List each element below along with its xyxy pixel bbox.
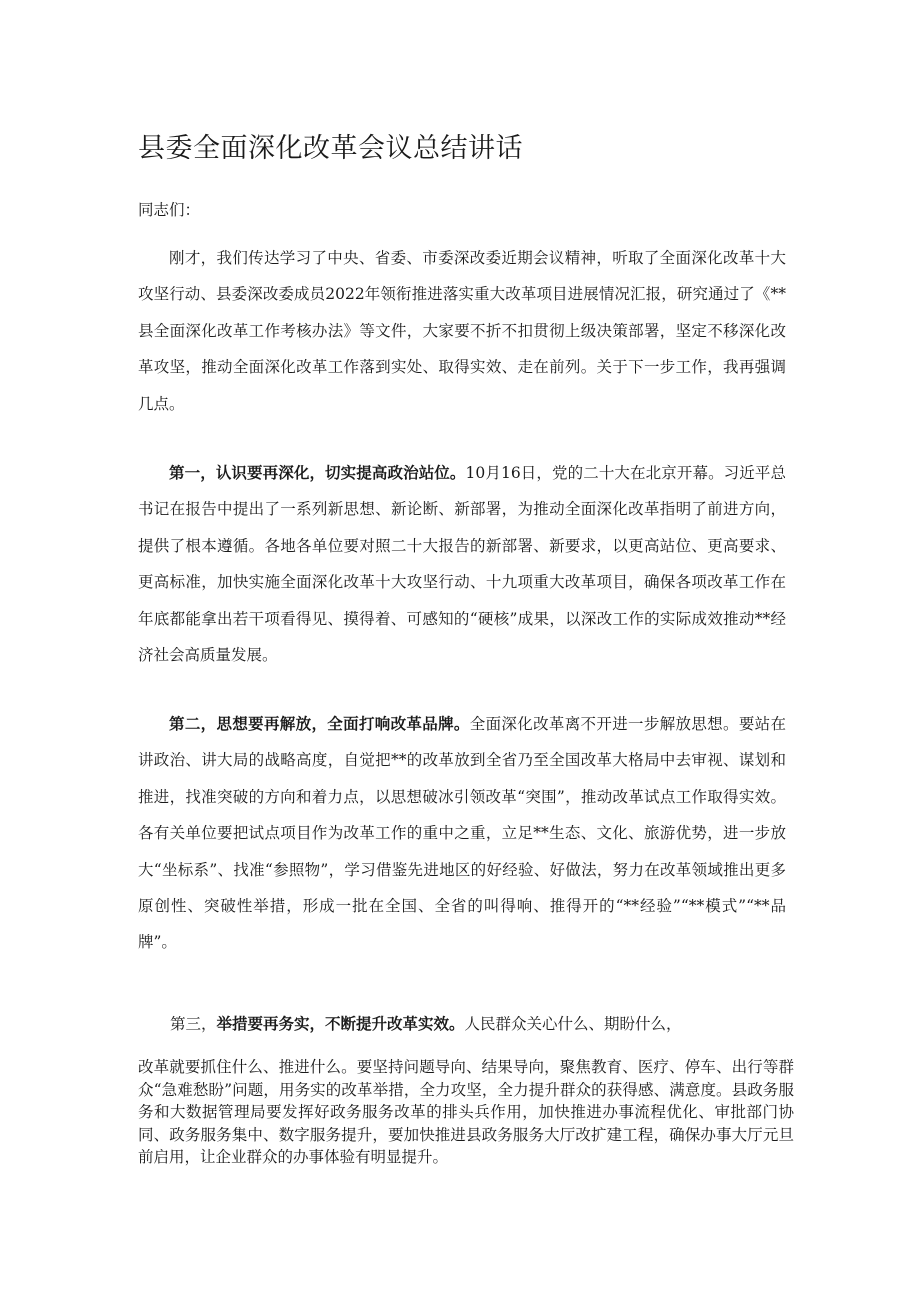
- paragraph-point-one: [138, 455, 786, 673]
- paragraph-lead: 举措要再务实，不断提升改革实效。: [216, 1014, 465, 1033]
- paragraph-point-two: [138, 706, 786, 961]
- document-title: 县委全面深化改革会议总结讲话: [138, 133, 523, 164]
- paragraph-point-three-lead: [170, 1012, 682, 1034]
- paragraph-lead: 第一，认识要再深化，切实提高政治站位。: [169, 463, 466, 482]
- paragraph-tail: 人民群众关心什么、期盼什么，: [464, 1015, 682, 1033]
- paragraph-body: 全面深化改革离不开进一步解放思想。要站在讲政治、讲大局的战略高度，自觉把**的改革放到全省乃至全国改革大格局中去审视、谋划和推进，找准突破的方向和着力点，以思想破冰引领改革“突围”，推动改革试点工作取得实效。各有关单位要把试点项目作为改革工作的重中之重，立足**生态、文化、旅游优势，进一步放大“坐标系”、找准“参照物”，学习借鉴先进地区的好经验、好做法，努力在改革领域推出更多原创性、突破性举措，形成一批在全国、全省的叫得响、推得开的“**经验”“**模式”“**品牌”。: [138, 715, 786, 952]
- paragraph-prefix: 第三，: [170, 1015, 217, 1033]
- paragraph-point-three-body: 改革就要抓住什么、推进什么。要坚持问题导向、结果导向，聚焦教育、医疗、停车、出行等群众“急难愁盼”问题，用务实的改革举措，全力攻坚，全力提升群众的获得感、满意度。县政务服务和大数据管理局要发挥好政务服务改革的排头兵作用，加快推进办事流程优化、审批部门协同、政务服务集中、数字服务提升，要加快推进县政务服务大厅改扩建工程，确保办事大厅元旦前启用，让企业群众的办事体验有明显提升。: [138, 1058, 794, 1166]
- paragraph-intro: [138, 240, 786, 422]
- paragraph-lead: 第二，思想要再解放，全面打响改革品牌。: [169, 714, 470, 733]
- paragraph-body: 刚才，我们传达学习了中央、省委、市委深改委近期会议精神，听取了全面深化改革十大攻坚行动、县委深改委成员2022年领衔推进落实重大改革项目进展情况汇报，研究通过了《**县全面深化改革工作考核办法》等文件，大家要不折不扣贯彻上级决策部署，坚定不移深化改革攻坚，推动全面深化改革工作落到实处、取得实效、走在前列。关于下一步工作，我再强调几点。: [138, 249, 786, 413]
- salutation: 同志们：: [138, 201, 201, 219]
- paragraph-body: 10月16日，党的二十大在北京开幕。习近平总书记在报告中提出了一系列新思想、新论断、新部署，为推动全面深化改革指明了前进方向，提供了根本遵循。各地各单位要对照二十大报告的新部署、新要求，以更高站位、更高要求、更高标准，加快实施全面深化改革十大攻坚行动、十九项重大改革项目，确保各项改革工作在年底都能拿出若干项看得见、摸得着、可感知的“硬核”成果，以深改工作的实际成效推动**经济社会高质量发展。: [138, 464, 786, 665]
